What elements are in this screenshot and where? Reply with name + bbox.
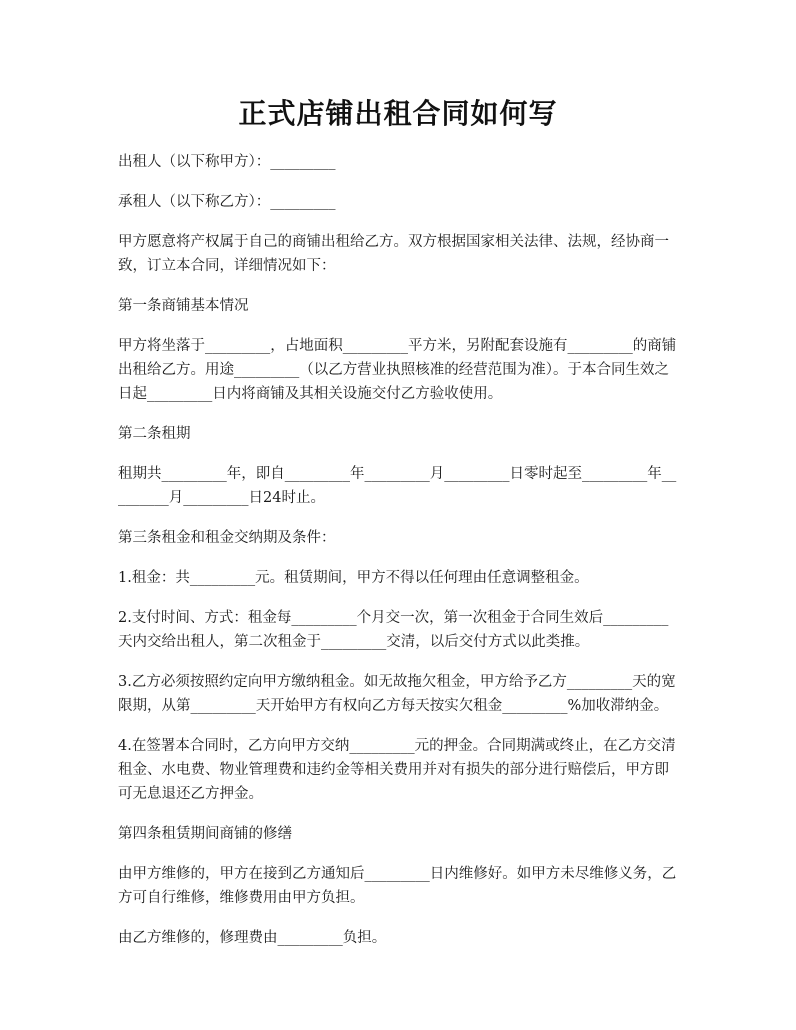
clause-3-3: 3.乙方必须按照约定向甲方缴纳租金。如无故拖欠租金，甲方给予乙方_________天的宽限期，从第_________天开始甲方有权向乙方每天按实欠租金_________%加收滞纳金。 [118,674,676,714]
party-a-line: 出租人（以下称甲方）：_________ [118,154,336,170]
document-title: 正式店铺出租合同如何写 [238,97,558,130]
section-2-paragraph: 租期共_________年，即自_________年_________月_________日零时起至_________年_________月_________日24时止。 [118,466,677,506]
section-heading-1: 第一条商铺基本情况 [118,298,249,314]
section-heading-4: 第四条租赁期间商铺的修缮 [118,826,292,842]
clause-3-1: 1.租金：共_________元。租赁期间，甲方不得以任何理由任意调整租金。 [118,570,589,586]
section-heading-3: 第三条租金和租金交纳期及条件： [118,530,336,546]
section-4-paragraph-2: 由乙方维修的，修理费由_________负担。 [118,930,387,946]
intro-paragraph: 甲方愿意将产权属于自己的商铺出租给乙方。双方根据国家相关法律、法规，经协商一致，订立本合同，详细情况如下： [118,234,669,274]
clause-3-4: 4.在签署本合同时，乙方向甲方交纳_________元的押金。合同期满或终止，在乙方交清租金、水电费、物业管理费和违约金等相关费用并对有损失的部分进行赔偿后，甲方即可无息退还乙方押金。 [118,738,676,802]
document-body [118,150,678,966]
section-heading-2: 第二条租期 [118,426,191,442]
section-4-paragraph-1: 由甲方维修的，甲方在接到乙方通知后_________日内维修好。如甲方未尽维修义务，乙方可自行维修，维修费用由甲方负担。 [118,866,677,906]
clause-3-2: 2.支付时间、方式：租金每_________个月交一次，第一次租金于合同生效后_________天内交给出租人，第二次租金于_________交清，以后交付方式以此类推。 [118,610,669,650]
party-b-line: 承租人（以下称乙方）：_________ [118,194,336,210]
section-1-paragraph: 甲方将坐落于_________，占地面积_________平方米，另附配套设施有_________的商铺出租给乙方。用途_________（以乙方营业执照核准的经营范围为准）。于本合同生效之日起_________日内将商铺及其相关设施交付乙方验收使用。 [118,338,677,402]
